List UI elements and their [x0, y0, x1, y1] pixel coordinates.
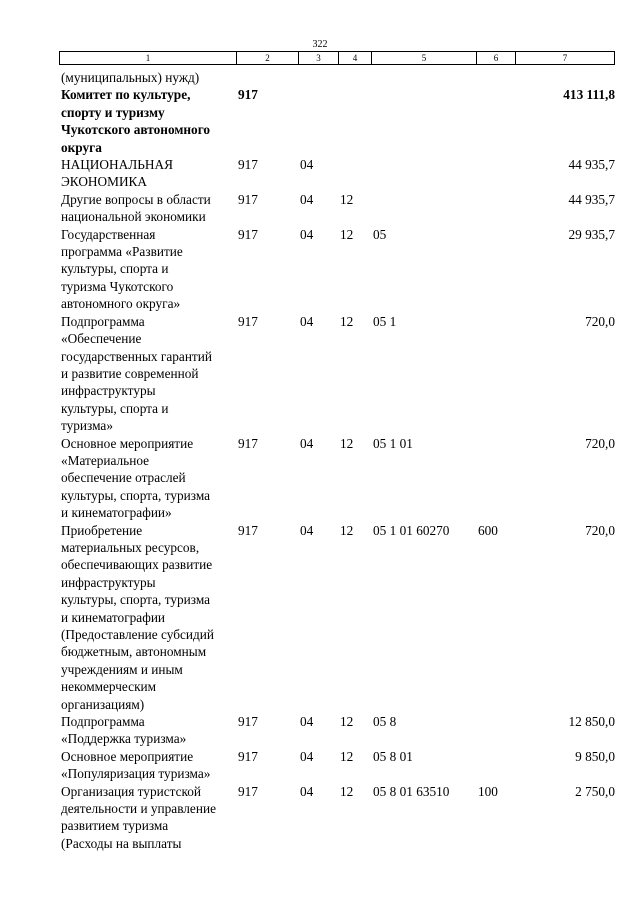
row-col-3: 04	[300, 435, 314, 451]
row-col-2: 917	[238, 157, 258, 173]
row-col-5: 05 8 01 63510	[373, 783, 450, 799]
header-col-4: 4	[339, 52, 372, 64]
row-col-5	[373, 86, 478, 156]
table-row	[59, 191, 615, 226]
table-header	[59, 51, 615, 65]
header-col-3: 3	[299, 52, 339, 64]
row-col-6	[478, 313, 517, 435]
header-col-2: 2	[237, 52, 299, 64]
row-name: Подпрограмма «Обеспечение государственных гарантий и развитие современной инфраструктуры культуры, спорта и туризма»	[61, 313, 212, 434]
row-col-4: 12	[340, 714, 354, 730]
row-col-4: 12	[340, 313, 354, 329]
row-col-4: 12	[340, 226, 354, 242]
row-col-5: 05 1 01	[373, 435, 413, 451]
row-col-6	[478, 191, 517, 226]
row-col-2: 917	[238, 783, 258, 799]
row-col-2: 917	[238, 435, 258, 451]
row-col-4: 12	[340, 435, 354, 451]
row-amount: 720,0	[585, 522, 615, 538]
table-body	[59, 69, 615, 852]
row-amount: 29 935,7	[568, 226, 615, 242]
row-col-3	[300, 69, 340, 86]
table-row	[59, 156, 615, 191]
row-amount	[517, 69, 615, 86]
row-name: Организация туристской деятельности и управление развитием туризма (Расходы на выплаты	[61, 783, 216, 851]
table-row	[59, 86, 615, 156]
row-name: Подпрограмма «Поддержка туризма»	[61, 714, 187, 747]
row-amount: 44 935,7	[568, 157, 615, 173]
row-col-4	[340, 86, 373, 156]
row-col-6	[478, 713, 517, 748]
row-col-3: 04	[300, 783, 314, 799]
header-col-7: 7	[562, 53, 568, 63]
row-name: Другие вопросы в области национальной экономики	[61, 191, 211, 225]
row-col-6	[478, 86, 517, 156]
row-name: (муниципальных) нужд)	[61, 70, 200, 85]
row-col-2: 917	[238, 313, 258, 329]
row-col-5: 05 8	[373, 714, 397, 730]
table-row	[59, 435, 615, 522]
row-col-4: 12	[340, 191, 354, 207]
row-col-4	[340, 69, 373, 86]
row-col-4: 12	[340, 783, 354, 799]
row-col-4: 12	[340, 522, 354, 538]
row-col-5	[373, 191, 478, 226]
page-number: 322	[312, 39, 328, 50]
row-col-6	[478, 435, 517, 522]
header-col-1: 1	[60, 52, 237, 64]
row-name: Основное мероприятие «Материальное обеспечение отраслей культуры, спорта, туризма и кинематографии»	[61, 435, 211, 521]
row-name: Комитет по культуре, спорту и туризму Чукотского автономного округа	[61, 87, 211, 155]
row-col-6	[478, 226, 517, 313]
row-amount: 9 850,0	[575, 748, 615, 764]
row-amount: 44 935,7	[568, 191, 615, 207]
table-row	[59, 522, 615, 713]
row-amount: 413 111,8	[563, 87, 615, 103]
row-col-3: 04	[300, 191, 314, 207]
row-col-3: 04	[300, 748, 314, 764]
header-col-5: 5	[372, 52, 477, 64]
row-name: НАЦИОНАЛЬНАЯ ЭКОНОМИКА	[61, 157, 173, 190]
row-col-2	[238, 69, 300, 86]
row-col-5: 05 1 01 60270	[373, 522, 450, 538]
row-col-6: 100	[478, 783, 498, 799]
row-name: Приобретение материальных ресурсов, обеспечивающих развитие инфраструктуры культуры, спорта, туризма и кинематографии (Предоставление субсидий бюджетным, автономным учреждениям и иным некоммерческим организациям)	[61, 522, 215, 712]
row-col-5	[373, 69, 478, 86]
row-col-6: 600	[478, 522, 498, 538]
header-col-6: 6	[477, 52, 516, 64]
row-col-2: 917	[238, 226, 258, 242]
row-col-2: 917	[238, 87, 258, 103]
row-col-2: 917	[238, 191, 258, 207]
table-row	[59, 226, 615, 313]
row-col-4: 12	[340, 748, 354, 764]
table-row	[59, 313, 615, 435]
row-col-5: 05	[373, 226, 387, 242]
row-col-2: 917	[238, 748, 258, 764]
table-row	[59, 713, 615, 748]
row-col-3: 04	[300, 226, 314, 242]
row-name: Государственная программа «Развитие культуры, спорта и туризма Чукотского автономного округа»	[61, 226, 183, 312]
row-col-3: 04	[300, 157, 314, 173]
row-col-3: 04	[300, 714, 314, 730]
row-col-3	[300, 86, 340, 156]
row-col-2: 917	[238, 714, 258, 730]
row-col-6	[478, 69, 517, 86]
row-col-4	[340, 156, 373, 191]
row-amount: 2 750,0	[575, 783, 615, 799]
row-col-6	[478, 156, 517, 191]
row-col-3: 04	[300, 313, 314, 329]
row-name: Основное мероприятие «Популяризация туризма»	[61, 748, 211, 782]
table-row	[59, 748, 615, 783]
row-amount: 12 850,0	[568, 714, 615, 730]
row-col-5	[373, 156, 478, 191]
row-col-5: 05 8 01	[373, 748, 413, 764]
row-amount: 720,0	[585, 435, 615, 451]
row-amount: 720,0	[585, 313, 615, 329]
table-row	[59, 69, 615, 86]
row-col-5: 05 1	[373, 313, 397, 329]
row-col-3: 04	[300, 522, 314, 538]
table-row	[59, 783, 615, 853]
row-col-6	[478, 748, 517, 783]
row-col-2: 917	[238, 522, 258, 538]
